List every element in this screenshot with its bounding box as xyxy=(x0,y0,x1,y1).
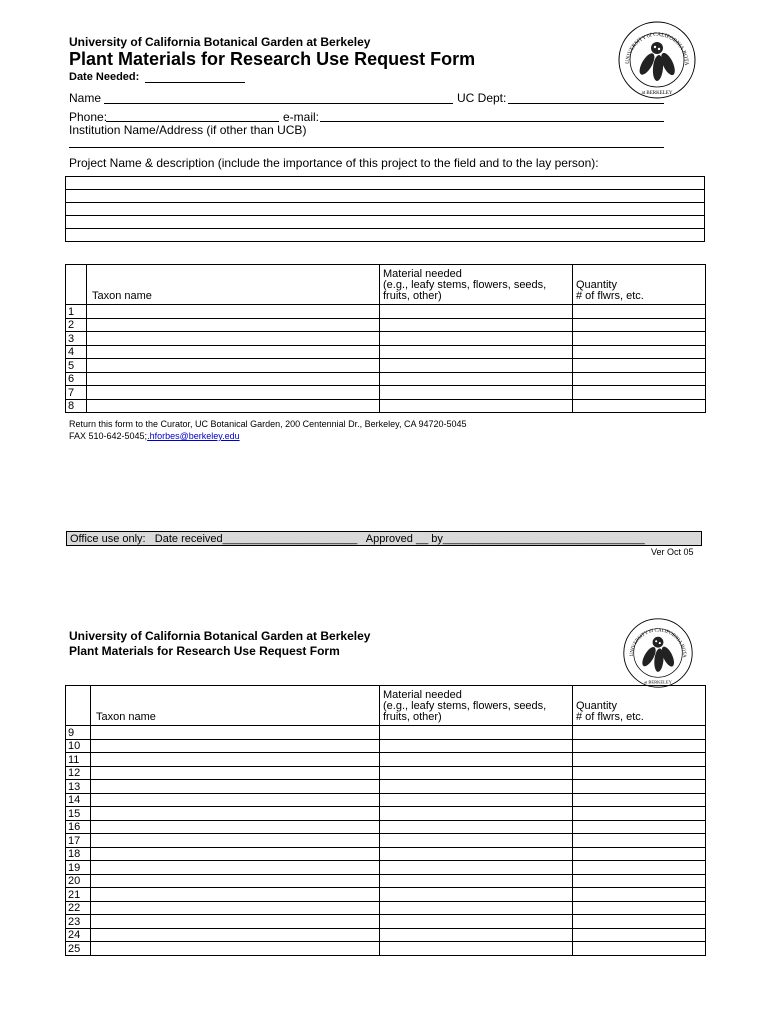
page2-taxon-cell[interactable] xyxy=(91,874,380,888)
page2-quantity-cell[interactable] xyxy=(573,861,706,875)
page2-material-cell[interactable] xyxy=(380,847,573,861)
table-row xyxy=(66,345,706,359)
table-row xyxy=(66,318,706,332)
page2-table-row xyxy=(66,739,706,753)
page2-table-row xyxy=(66,780,706,794)
page2-row-number: 18 xyxy=(66,847,91,861)
form-title: Plant Materials for Research Use Request Form xyxy=(69,49,476,69)
taxon-cell[interactable] xyxy=(87,372,380,386)
uc-botanical-garden-seal xyxy=(617,20,697,100)
material-cell[interactable] xyxy=(380,399,573,413)
header-number-cell xyxy=(66,265,87,305)
page2-material-cell[interactable] xyxy=(380,739,573,753)
page2-taxon-cell[interactable] xyxy=(91,901,380,915)
page2-table-row xyxy=(66,753,706,767)
page2-quantity-cell[interactable] xyxy=(573,753,706,767)
project-description-box[interactable] xyxy=(65,176,705,242)
page2-header-material-line2: (e.g., leafy stems, flowers, seeds, xyxy=(383,700,547,712)
email-field[interactable] xyxy=(320,121,664,122)
page2-seal-logo-icon xyxy=(622,617,694,689)
page2-taxon-cell[interactable] xyxy=(91,793,380,807)
org-name: University of California Botanical Garden at Berkeley xyxy=(69,35,371,49)
taxon-cell[interactable] xyxy=(87,318,380,332)
quantity-cell[interactable] xyxy=(573,345,706,359)
page2-org-name: University of California Botanical Garden at Berkeley xyxy=(69,629,371,643)
page2-row-number: 20 xyxy=(66,874,91,888)
taxon-cell[interactable] xyxy=(87,332,380,346)
uc-dept-field[interactable] xyxy=(508,103,664,104)
header-taxon: Taxon name xyxy=(87,265,380,305)
page2-header-quantity-line1: Quantity xyxy=(576,700,617,712)
row-number: 7 xyxy=(66,386,87,400)
name-field[interactable] xyxy=(104,103,453,104)
row-number: 8 xyxy=(66,399,87,413)
fax-number: FAX 510-642-5045; xyxy=(69,431,148,441)
page2-material-cell[interactable] xyxy=(380,793,573,807)
page2-row-number: 12 xyxy=(66,766,91,780)
page2-row-number: 19 xyxy=(66,861,91,875)
svg-text:UNIVERSITY of CALIFORNIA BOTAN: UNIVERSITY of CALIFORNIA BOTA xyxy=(624,31,690,66)
page2-form-title: Plant Materials for Research Use Request Form xyxy=(69,644,340,658)
material-cell[interactable] xyxy=(380,359,573,373)
page2-table-row xyxy=(66,820,706,834)
page2-header-material-line3: fruits, other) xyxy=(383,711,442,723)
taxon-cell[interactable] xyxy=(87,345,380,359)
page2-table-row xyxy=(66,861,706,875)
page2-taxon-cell[interactable] xyxy=(91,847,380,861)
row-number: 1 xyxy=(66,305,87,319)
header-material-line3: fruits, other) xyxy=(383,290,442,302)
row-number: 2 xyxy=(66,318,87,332)
page2-row-number: 15 xyxy=(66,807,91,821)
row-number: 6 xyxy=(66,372,87,386)
table-row xyxy=(66,305,706,319)
page2-taxon-cell[interactable] xyxy=(91,753,380,767)
page2-quantity-cell[interactable] xyxy=(573,942,706,956)
page2-quantity-cell[interactable] xyxy=(573,874,706,888)
page2-header-quantity-line2: # of flwrs, etc. xyxy=(576,711,644,723)
page2-material-cell[interactable] xyxy=(380,834,573,848)
row-number: 3 xyxy=(66,332,87,346)
page2-taxon-cell[interactable] xyxy=(91,915,380,929)
page2-taxon-cell[interactable] xyxy=(91,820,380,834)
page2-taxon-cell[interactable] xyxy=(91,726,380,740)
row-number: 4 xyxy=(66,345,87,359)
page2-header-quantity xyxy=(573,686,706,726)
header-material-line1: Material needed xyxy=(383,268,462,280)
taxon-cell[interactable] xyxy=(87,359,380,373)
header-quantity xyxy=(573,265,706,305)
page2-table-row xyxy=(66,915,706,929)
page2-taxon-cell[interactable] xyxy=(91,766,380,780)
material-cell[interactable] xyxy=(380,318,573,332)
page2-table-row xyxy=(66,726,706,740)
page2-row-number: 17 xyxy=(66,834,91,848)
page2-quantity-cell[interactable] xyxy=(573,726,706,740)
project-label: Project Name & description (include the importance of this project to the field and to the lay person): xyxy=(69,156,599,170)
phone-label: Phone: xyxy=(69,110,108,124)
table-row xyxy=(66,399,706,413)
page2-table-row xyxy=(66,847,706,861)
table-row xyxy=(66,359,706,373)
page2-row-number: 16 xyxy=(66,820,91,834)
header-quantity-line2: # of flwrs, etc. xyxy=(576,290,644,302)
page2-table-row xyxy=(66,766,706,780)
page2-taxon-cell[interactable] xyxy=(91,834,380,848)
page2-row-number: 23 xyxy=(66,915,91,929)
table-row xyxy=(66,386,706,400)
header-quantity-line1: Quantity xyxy=(576,279,617,291)
page2-taxon-cell[interactable] xyxy=(91,928,380,942)
page2-table-row xyxy=(66,807,706,821)
page2-material-cell[interactable] xyxy=(380,753,573,767)
page2-quantity-cell[interactable] xyxy=(573,915,706,929)
office-use-bar: Office use only: Date received______________________ Approved __ by_________________________________ xyxy=(66,531,702,546)
page2-quantity-cell[interactable] xyxy=(573,847,706,861)
quantity-cell[interactable] xyxy=(573,372,706,386)
page2-row-number: 9 xyxy=(66,726,91,740)
page2-material-cell[interactable] xyxy=(380,915,573,929)
phone-field[interactable] xyxy=(106,121,279,122)
page2-header-number-cell xyxy=(66,686,91,726)
page2-material-cell[interactable] xyxy=(380,901,573,915)
taxon-cell[interactable] xyxy=(87,386,380,400)
return-instructions: Return this form to the Curator, UC Botanical Garden, 200 Centennial Dr., Berkeley, CA 94720-5045 xyxy=(69,419,467,429)
taxon-table xyxy=(65,264,706,413)
page2-table-row xyxy=(66,901,706,915)
seal-logo-icon xyxy=(617,20,697,100)
page2-quantity-cell[interactable] xyxy=(573,928,706,942)
page2-material-cell[interactable] xyxy=(380,820,573,834)
page2-taxon-cell[interactable] xyxy=(91,888,380,902)
page2-uc-botanical-garden-seal xyxy=(622,617,694,689)
table-row xyxy=(66,332,706,346)
page2-taxon-cell[interactable] xyxy=(91,780,380,794)
material-cell[interactable] xyxy=(380,332,573,346)
page2-row-number: 24 xyxy=(66,928,91,942)
page2-taxon-cell[interactable] xyxy=(91,807,380,821)
page2-quantity-cell[interactable] xyxy=(573,820,706,834)
fax-line xyxy=(69,431,240,442)
page2-row-number: 13 xyxy=(66,780,91,794)
page2-material-cell[interactable] xyxy=(380,888,573,902)
quantity-cell[interactable] xyxy=(573,399,706,413)
page2-table-row xyxy=(66,888,706,902)
material-cell[interactable] xyxy=(380,345,573,359)
page2-material-cell[interactable] xyxy=(380,942,573,956)
page2-quantity-cell[interactable] xyxy=(573,807,706,821)
svg-text:at BERKELEY: at BERKELEY xyxy=(641,91,673,96)
page2-material-cell[interactable] xyxy=(380,874,573,888)
institution-label: Institution Name/Address (if other than UCB) xyxy=(69,123,307,137)
quantity-cell[interactable] xyxy=(573,386,706,400)
page2-table-row xyxy=(66,834,706,848)
page2-table-row xyxy=(66,874,706,888)
page2-quantity-cell[interactable] xyxy=(573,834,706,848)
page2-material-cell[interactable] xyxy=(380,780,573,794)
quantity-cell[interactable] xyxy=(573,305,706,319)
page2-row-number: 11 xyxy=(66,753,91,767)
page2-table-row xyxy=(66,928,706,942)
page2-row-number: 25 xyxy=(66,942,91,956)
page2-material-cell[interactable] xyxy=(380,726,573,740)
page2-row-number: 10 xyxy=(66,739,91,753)
page2-quantity-cell[interactable] xyxy=(573,793,706,807)
svg-text:at BERKELEY: at BERKELEY xyxy=(644,679,672,685)
page2-quantity-cell[interactable] xyxy=(573,888,706,902)
name-label: Name xyxy=(69,91,102,105)
taxon-cell[interactable] xyxy=(87,399,380,413)
page2-header-taxon: Taxon name xyxy=(91,686,380,726)
page2-row-number: 22 xyxy=(66,901,91,915)
date-needed-field[interactable] xyxy=(145,82,245,83)
quantity-cell[interactable] xyxy=(573,318,706,332)
quantity-cell[interactable] xyxy=(573,332,706,346)
uc-dept-label: UC Dept: xyxy=(457,91,507,105)
page2-material-cell[interactable] xyxy=(380,861,573,875)
page2-row-number: 14 xyxy=(66,793,91,807)
fax-email-link[interactable]: .hforbes@berkeley.edu xyxy=(147,431,240,441)
page2-quantity-cell[interactable] xyxy=(573,739,706,753)
page2-quantity-cell[interactable] xyxy=(573,901,706,915)
header-material xyxy=(380,265,573,305)
page2-material-cell[interactable] xyxy=(380,766,573,780)
material-cell[interactable] xyxy=(380,372,573,386)
date-needed-label: Date Needed: xyxy=(69,71,140,83)
page2-table-row xyxy=(66,942,706,956)
institution-field[interactable] xyxy=(69,147,664,148)
table-row xyxy=(66,372,706,386)
page2-header-material xyxy=(380,686,573,726)
page2-header-material-line1: Material needed xyxy=(383,689,462,701)
quantity-cell[interactable] xyxy=(573,359,706,373)
page2-quantity-cell[interactable] xyxy=(573,766,706,780)
page2-taxon-cell[interactable] xyxy=(91,942,380,956)
taxon-cell[interactable] xyxy=(87,305,380,319)
page2-table-row xyxy=(66,793,706,807)
material-cell[interactable] xyxy=(380,386,573,400)
material-cell[interactable] xyxy=(380,305,573,319)
page2-material-cell[interactable] xyxy=(380,928,573,942)
row-number: 5 xyxy=(66,359,87,373)
header-material-line2: (e.g., leafy stems, flowers, seeds, xyxy=(383,279,547,291)
email-label: e-mail: xyxy=(283,110,320,124)
svg-text:UNIVERSITY of CALIFORNIA BOTAN: UNIVERSITY of CALIFORNIA BOTA xyxy=(629,628,687,658)
version-label: Ver Oct 05 xyxy=(651,547,694,557)
page2-taxon-table xyxy=(65,685,706,956)
page2-row-number: 21 xyxy=(66,888,91,902)
page2-taxon-cell[interactable] xyxy=(91,861,380,875)
page2-quantity-cell[interactable] xyxy=(573,780,706,794)
page2-taxon-cell[interactable] xyxy=(91,739,380,753)
page2-material-cell[interactable] xyxy=(380,807,573,821)
